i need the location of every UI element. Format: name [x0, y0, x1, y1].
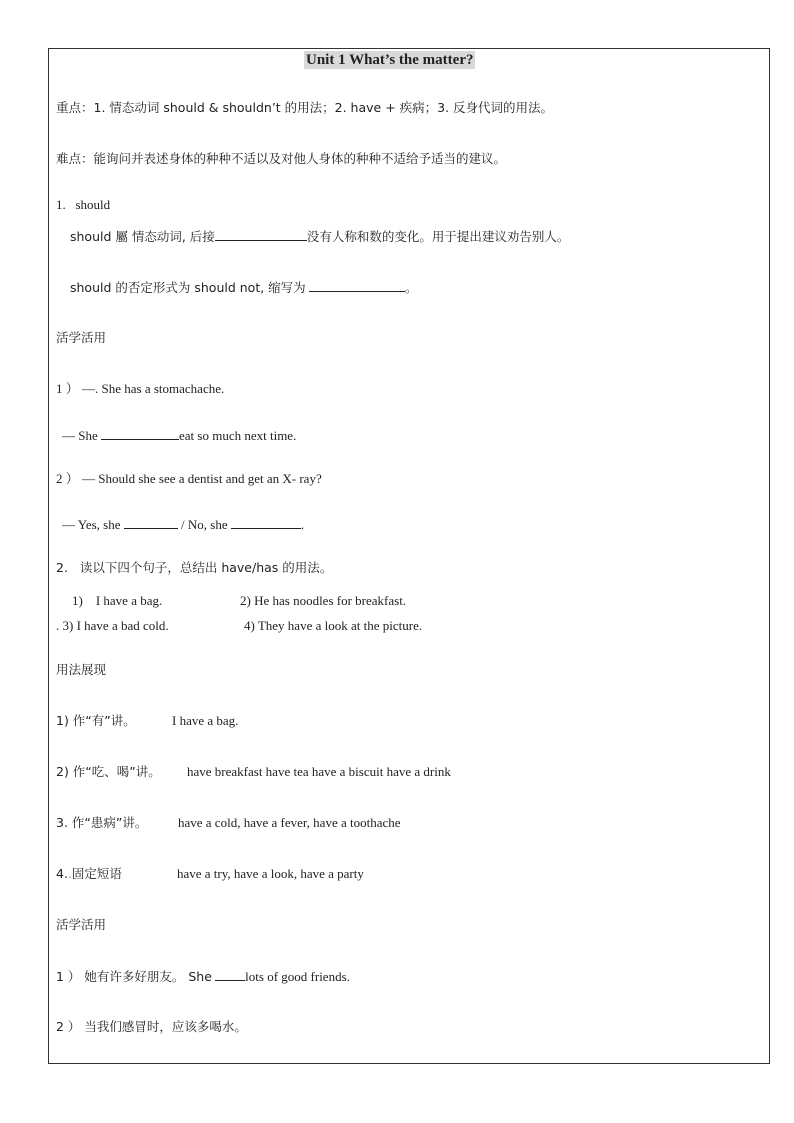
question-1-line-1: 1 ） —. She has a stomachache. [56, 381, 225, 396]
usage-4-example: have a try, have a look, have a party [177, 866, 364, 881]
practice-2-question-2: 2 ） 当我们感冒时，应该多喝水。 [56, 1019, 247, 1034]
usage-3-example: have a cold, have a fever, have a toothache [178, 815, 401, 830]
usage-4-text: 固定短语 [71, 866, 122, 881]
usage-4-label [56, 866, 122, 882]
question-1-before: — She [62, 428, 98, 443]
usage-label: 用法展现 [56, 662, 107, 677]
blank-field[interactable] [231, 516, 301, 529]
practice-2-question-1 [56, 968, 350, 985]
blank-field[interactable] [309, 279, 405, 292]
section2-heading: 2. 读以下四个句子，总结出 have/has 的用法。 [56, 560, 333, 575]
usage-1-label: 1) 作“有”讲。 [56, 713, 136, 728]
difficulties: 难点：能询问并表述身体的种种不适以及对他人身体的种种不适给予适当的建议。 [56, 151, 507, 166]
practice-2-q1-after: lots of good friends. [245, 969, 350, 984]
sentence-1: 1) I have a bag. [72, 593, 163, 608]
blank-field[interactable] [124, 516, 178, 529]
practice-2-q1-before: 1 ） 她有许多好朋友。 She [56, 969, 212, 984]
should-negative-before: should 的否定形式为 should not, 缩写为 [70, 280, 306, 295]
should-explanation-before: should 屬 情态动词, 后接 [70, 229, 215, 244]
question-2-end: . [300, 517, 305, 532]
practice-label-1: 活学活用 [56, 330, 107, 345]
section1-heading: 1. should [56, 197, 111, 212]
question-2-line-1: 2 ） — Should she see a dentist and get an X- ray? [56, 471, 322, 486]
practice-label-2: 活学活用 [56, 917, 107, 932]
page-title: Unit 1 What’s the matter? [306, 52, 474, 68]
blank-field[interactable] [215, 968, 245, 981]
sentence-4: 4) They have a look at the picture. [244, 618, 423, 633]
question-2-yes: — Yes, she [62, 517, 121, 532]
should-negative [70, 279, 417, 296]
question-1-line-2 [62, 427, 296, 444]
usage-1-example: I have a bag. [172, 713, 239, 728]
sentence-3: . 3) I have a bad cold. [56, 618, 169, 633]
should-explanation [70, 228, 569, 245]
usage-2-example: have breakfast have tea have a biscuit have a drink [187, 764, 451, 779]
sentence-2: 2) He has noodles for breakfast. [240, 593, 407, 608]
usage-2-label: 2) 作“吃、喝”讲。 [56, 764, 161, 779]
question-1-after: eat so much next time. [179, 428, 297, 443]
key-points: 重点：1. 情态动词 should & shouldn’t 的用法；2. have + 疾病；3. 反身代词的用法。 [56, 100, 554, 115]
should-explanation-after: 没有人称和数的变化。用于提出建议劝告别人。 [306, 229, 570, 244]
page-frame [48, 48, 770, 1064]
blank-field[interactable] [215, 228, 307, 241]
usage-3-label: 3. 作“患病”讲。 [56, 815, 148, 830]
blank-field[interactable] [101, 427, 179, 440]
usage-4-dot: . [67, 866, 72, 881]
question-2-line-2 [62, 516, 304, 533]
should-negative-after: 。 [404, 280, 418, 295]
usage-4-number: 4. [56, 866, 68, 881]
question-2-no: / No, she [181, 517, 228, 532]
